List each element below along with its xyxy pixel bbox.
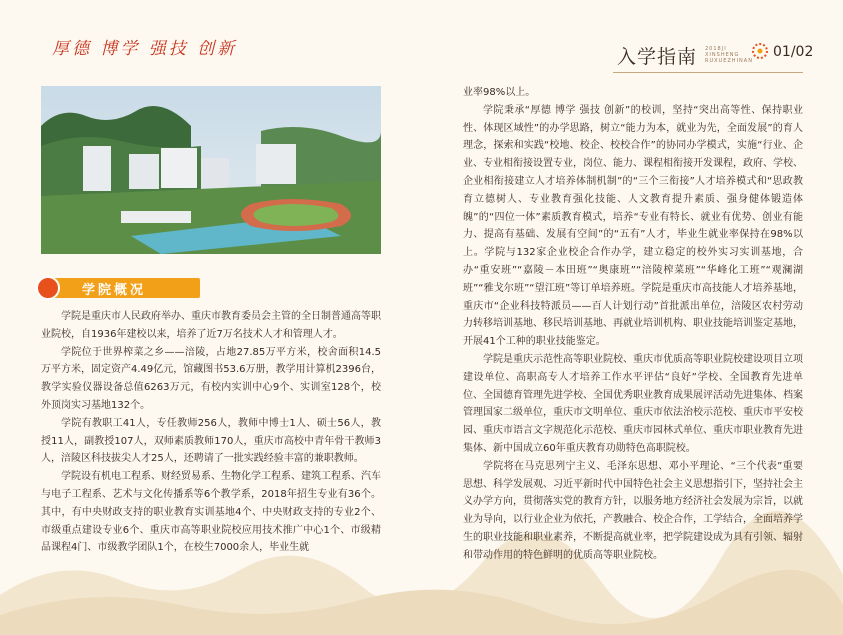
paragraph-continuation: 业率98%以上。 (463, 87, 536, 98)
paragraph: 学院是重庆示范性高等职业院校、重庆市优质高等职业院校建设项目立项建设单位、高职高专人才培养工作水平评估“良好”学校、全国教育先进单位、全国德育管理先进学校、全国优秀职业教育成果展评活动先进集体、档案管理国家二级单位，重庆市文明单位、重庆市依法治校示范校、重庆市平安校园、重庆市语言文字规范化示范校、重庆市园林式单位、重庆市职业教育先进集体、新中国成立60年重庆教育功勋特色高职院校。 (463, 353, 803, 454)
section-title: 学院概况 (82, 283, 147, 298)
header-title-block (595, 34, 825, 76)
paragraph: 学院有教职工41人，专任教师256人，教师中博士1人、硕士56人，教授11人，副教授107人，双师素质教师170人，重庆市高校中青年骨干教师3人，涪陵区科技拔尖人才25人，还聘请了一批实践经验丰富的兼职教师。 (41, 417, 381, 465)
heading-circle-icon (36, 276, 60, 300)
page-number: 01/02 (773, 44, 814, 60)
paragraph: 学院位于世界榨菜之乡——涪陵，占地27.85万平方米，校舍面积14.5万平方米，固定资产4.49亿元，馆藏图书53.6万册，教学用计算机2396台，教学实验仪器设备总值6263万元，有校内实训中心9个、实训室128个，校外顶岗实习基地132个。 (41, 346, 381, 411)
guide-title: 入学指南 (617, 46, 698, 68)
right-column-text (463, 84, 803, 565)
dotted-ring-icon (751, 42, 769, 60)
paragraph: 学院将在马克思列宁主义、毛泽东思想、邓小平理论、“三个代表”重要思想、科学发展观、习近平新时代中国特色社会主义思想指引下，坚持社会主义办学方向，贯彻落实党的教育方针，以服务地方经济社会发展为宗旨，以就业为导向，以行业企业为依托，产教融合、校企合作，工学结合，全面培养学生的职业技能和职业素养，不断提高就业率，把学院建设成为具有引领、辐射和带动作用的特色鲜明的优质高等职业院校。 (463, 460, 803, 561)
campus-photo (41, 86, 381, 254)
paragraph: 学院设有机电工程系、财经贸易系、生物化学工程系、建筑工程系、汽车与电子工程系、艺术与文化传播系等6个教学系，2018年招生专业有36个。其中，有中央财政支持的职业教育实训基地4个、中央财政支持的专业2个、市级重点建设专业6个、重庆市高等职业院校应用技术推广中心1个、市级精品课程4门、市级教学团队1个，在校生7000余人，毕业生就 (41, 471, 381, 554)
header-divider (613, 72, 803, 73)
section-heading (36, 276, 216, 300)
paragraph: 学院是重庆市人民政府举办、重庆市教育委员会主管的全日制普通高等职业院校，自1936年建校以来，培养了近7万名技术人才和管理人才。 (41, 311, 381, 340)
left-column-text (41, 308, 381, 557)
paragraph: 学院秉承“厚德 博学 强技 创新”的校训，坚持“突出高等性、保持职业性、体现区域性”的办学思路，树立“能力为本，就业为先，全面发展”的育人理念，探索和实践“校地、校企、校校合作”的协同办学模式，实施“行业、企业、专业相衔接设置专业，岗位、能力、课程相衔接开发课程，政府、学校、企业相衔接建立人才培养体制机制”的“三个三衔接”人才培养模式和“思政教育立德树人、专业教育强化技能、人文教育提升素质、强身健体锻造体魄”的“四位一体”素质教育模式，培养“专业有特长、就业有优势、创业有能力、提高有基础、发展有空间”的“五有”人才，毕业生就业率保持在98%以上。学院与132家企业校企合作办学，建立稳定的校外实习实训基地，合办“重安班”“嘉陵－本田班”“奥康班”“涪陵榨菜班”“华峰化工班”“观澜湖班”“雅戈尔班”“望江班”等订单培养班。学院是重庆市高技能人才培养基地，重庆市“企业科技特派员——百人计划行动”首批派出单位，涪陵区农村劳动力转移培训基地、移民培训基地、再就业培训机构、职业技能培训鉴定基地，开展41个工种的职业技能鉴定。 (463, 104, 803, 348)
school-motto: 厚德 博学 强技 创新 (52, 39, 238, 59)
guide-subtitle: 2018JI XINSHENG RUXUEZHINAN (705, 46, 753, 64)
